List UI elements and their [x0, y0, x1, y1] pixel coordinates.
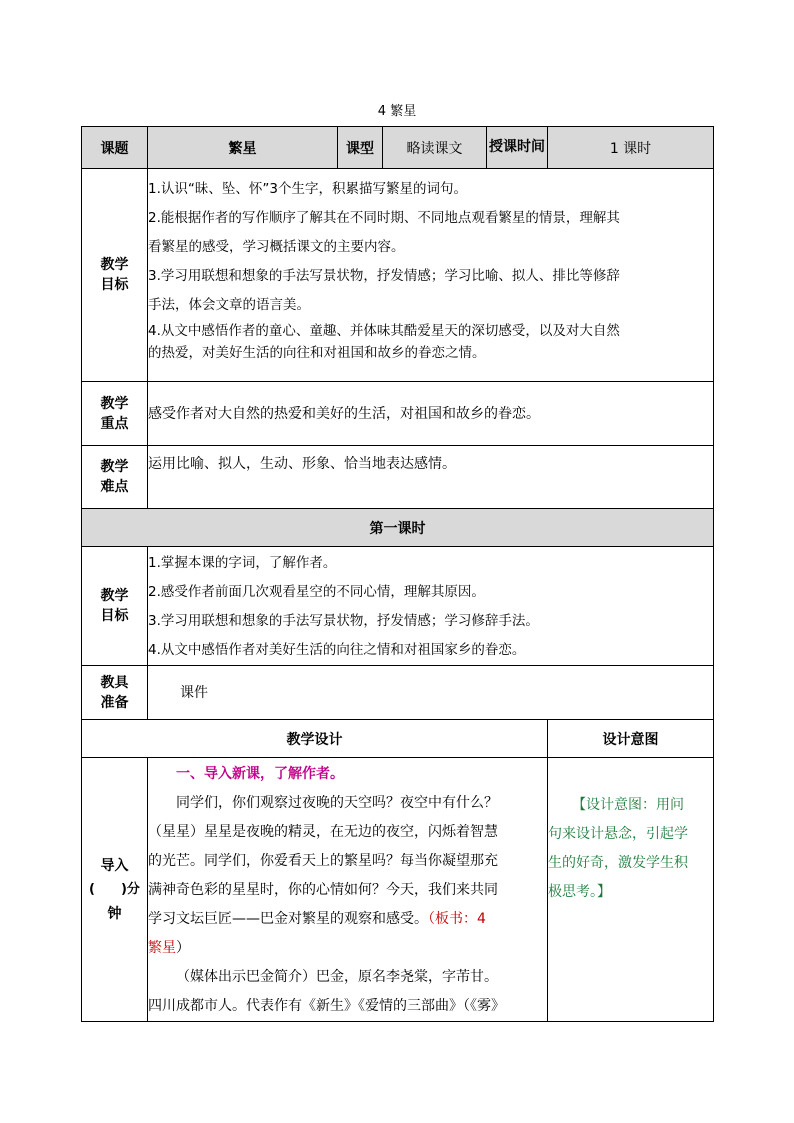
materials-row [82, 666, 714, 720]
intro-line: 满神奇色彩的星星时，你的心情如何？今天，我们来共同 [148, 882, 498, 898]
lesson1-goal-line: 2.感受作者前面几次观看星空的不同心情，理解其原因。 [148, 584, 485, 600]
intro-content [148, 758, 548, 1022]
intent-col-header: 设计意图 [548, 720, 714, 758]
key-points-row [82, 382, 714, 446]
intro-line: （星星）星星是夜晚的精灵，在无边的夜空，闪烁着智慧 [148, 824, 498, 840]
intro-line: 的光芒。同学们，你爱看天上的繁星吗？每当你凝望那充 [148, 853, 498, 869]
key-points-label: 教学重点 [82, 382, 148, 446]
topic-label: 课题 [82, 127, 148, 169]
lesson1-title-row [82, 509, 714, 547]
intro-line: （媒体出示巴金简介）巴金，原名李尧棠，字芾甘。 [176, 969, 498, 985]
goal-line: 1.认识“昧、坠、怀”3个生字，积累描写繁星的词句。 [148, 181, 467, 197]
goal-line: 的热爱，对美好生活的向往和对祖国和故乡的眷恋之情。 [148, 345, 486, 361]
materials-label: 教具准备 [82, 666, 148, 720]
lesson1-goals-label: 教学目标 [82, 547, 148, 666]
intro-heading: 一、导入新课，了解作者。 [176, 766, 344, 782]
intro-intent: 【设计意图：用问 句来设计悬念，引起学 生的好奇，激发学生积 极思考。】 [548, 758, 714, 1022]
design-header-row [82, 720, 714, 758]
difficulties-text: 运用比喻、拟人，生动、形象、恰当地表达感情。 [148, 446, 714, 509]
goal-line: 4.从文中感悟作者的童心、童趣、并体味其酷爱星天的深切感受，以及对大自然 [148, 323, 620, 339]
materials-value: 课件 [148, 666, 714, 720]
intro-line: 同学们，你们观察过夜晚的天空吗？夜空中有什么？ [176, 795, 498, 811]
intro-line: 学习文坛巨匠——巴金对繁星的观察和感受。（板书：4 [148, 911, 486, 927]
difficulties-label: 教学难点 [82, 446, 148, 509]
document-title: 4 繁星 [377, 104, 417, 119]
goal-line: 看繁星的感受，学习概括课文的主要内容。 [148, 239, 405, 255]
lesson1-goals-row [82, 547, 714, 666]
goal-line: 2.能根据作者的写作顺序了解其在不同时期、不同地点观看繁星的情景，理解其 [148, 210, 620, 226]
design-col-header: 教学设计 [82, 720, 548, 758]
goals-cell [148, 169, 714, 382]
lesson1-title: 第一课时 [82, 509, 714, 547]
header-row [82, 127, 714, 169]
goal-line: 手法，体会文章的语言美。 [148, 297, 310, 313]
difficulties-row [82, 446, 714, 509]
key-points-text: 感受作者对大自然的热爱和美好的生活，对祖国和故乡的眷恋。 [148, 382, 714, 446]
time-label: 授课时间 [487, 127, 548, 169]
lesson1-goals-cell [148, 547, 714, 666]
intro-label: 导入 ( )分 钟 [82, 758, 148, 1022]
lesson1-goal-line: 4.从文中感悟作者对美好生活的向往之情和对祖国家乡的眷恋。 [148, 642, 526, 658]
goals-label: 教学目标 [82, 169, 148, 382]
intro-row [82, 758, 714, 1022]
type-value: 略读课文 [383, 127, 487, 169]
time-value: 1 课时 [548, 127, 714, 169]
intro-line: 繁星） [148, 940, 190, 956]
lesson1-goal-line: 3.学习用联想和想象的手法写景状物，抒发情感；学习修辞手法。 [148, 613, 539, 629]
type-label: 课型 [338, 127, 383, 169]
topic-value: 繁星 [148, 127, 338, 169]
intro-line: 四川成都市人。代表作有《新生》《爱情的三部曲》（《雾》 [148, 998, 505, 1014]
goal-line: 3.学习用联想和想象的手法写景状物，抒发情感；学习比喻、拟人、排比等修辞 [148, 268, 620, 284]
goals-row [82, 169, 714, 382]
lesson-plan-table [81, 126, 714, 1022]
lesson1-goal-line: 1.掌握本课的字词，了解作者。 [148, 555, 337, 571]
